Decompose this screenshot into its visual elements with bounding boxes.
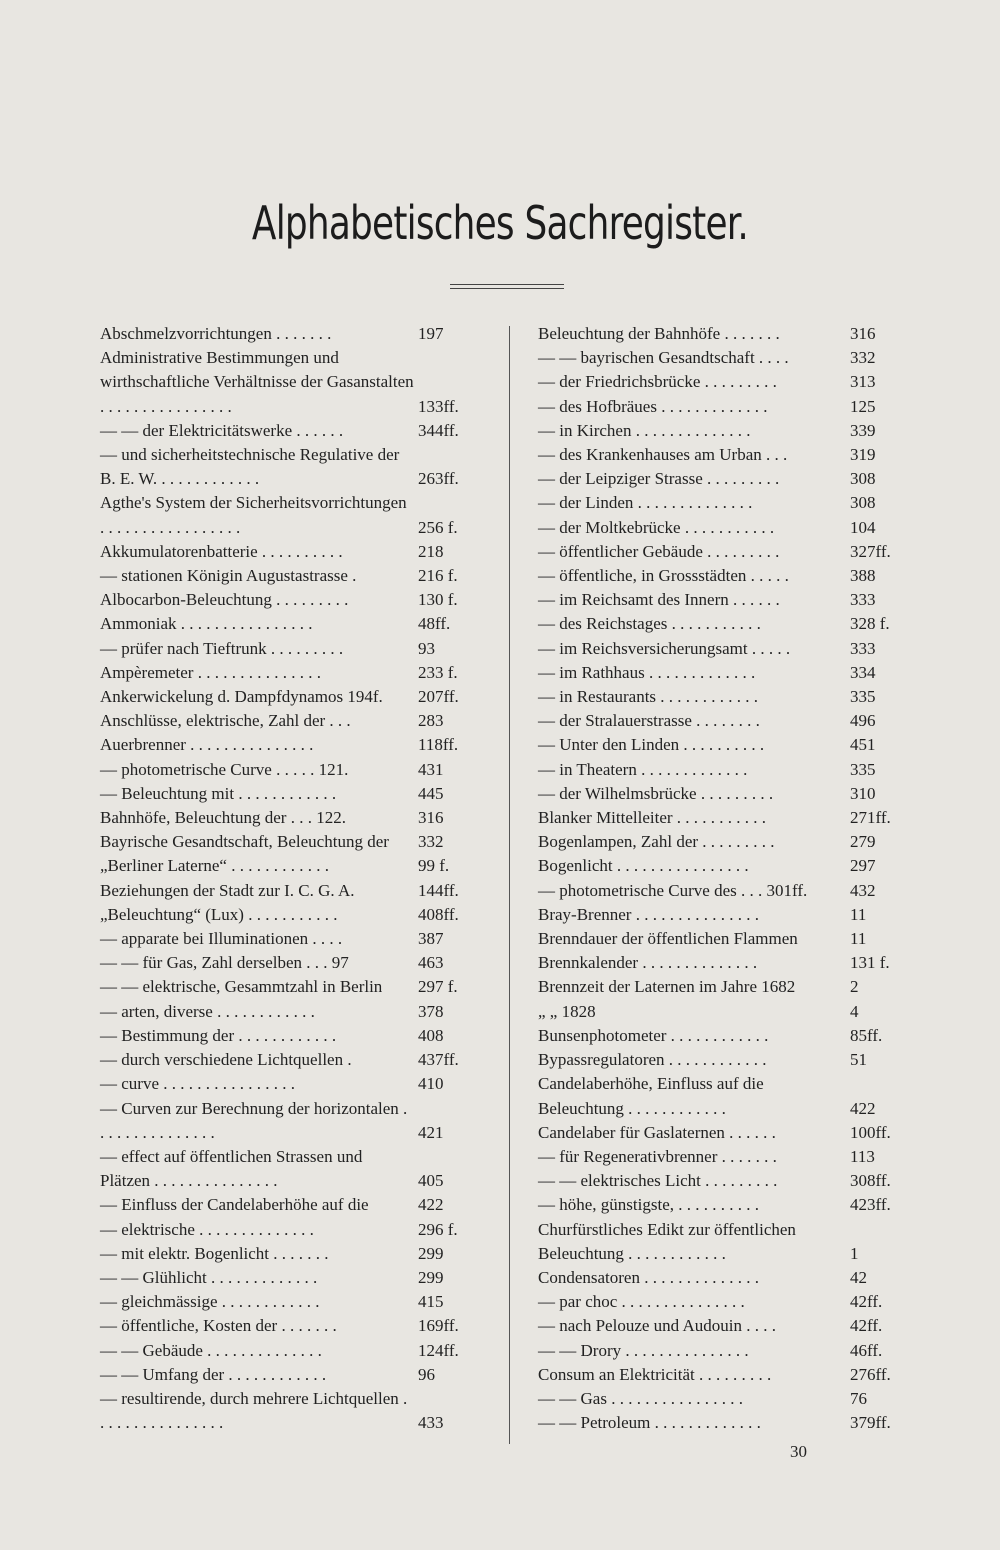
entry-page: 387 (418, 929, 444, 949)
entry-text: Agthe's System der Sicherheitsvorrichtungen . . . . . . . . . . . . . . . . . (100, 493, 407, 537)
entry-page: 388 (850, 566, 876, 586)
entry-page: 1 (850, 1243, 859, 1263)
entry-page: 335 (850, 759, 876, 779)
entry-page: 422 (850, 1098, 876, 1118)
index-entry (100, 806, 482, 830)
entry-text: — resultirende, durch mehrere Lichtquellen . . . . . . . . . . . . . . . . (100, 1388, 408, 1433)
entry-text: — — Petroleum . . . . . . . . . . . . . (538, 1413, 761, 1433)
entry-text: — der Leipziger Strasse . . . . . . . . . (538, 469, 780, 489)
entry-page: 169ff. (418, 1316, 459, 1336)
index-entry (100, 951, 482, 975)
entry-page: 316 (418, 808, 444, 828)
index-entry (100, 1193, 482, 1217)
index-entry (100, 419, 482, 443)
index-entry (538, 322, 906, 346)
entry-page: 263ff. (418, 469, 459, 489)
entry-page: 308 (850, 493, 876, 513)
entry-page: 496 (850, 711, 876, 731)
index-entry (538, 1024, 906, 1048)
entry-page: 333 (850, 638, 876, 658)
index-entry (100, 854, 482, 878)
entry-text: — öffentliche, in Grossstädten . . . . . (538, 566, 789, 586)
entry-page: 76 (850, 1388, 867, 1408)
entry-page: 271ff. (850, 808, 891, 828)
index-entry (538, 516, 906, 540)
entry-page: 463 (418, 953, 444, 973)
index-entry (538, 1193, 906, 1217)
entry-text: — im Reichsversicherungsamt . . . . . (538, 638, 791, 658)
entry-text: — in Kirchen . . . . . . . . . . . . . . (538, 420, 751, 440)
index-entry (100, 709, 482, 733)
entry-text: Ankerwickelung d. Dampfdynamos 194f. (100, 687, 383, 707)
index-entry (100, 1290, 482, 1314)
entry-page: 256 f. (418, 517, 458, 537)
entry-page: 316 (850, 324, 876, 343)
index-entry (538, 612, 906, 636)
index-entry (100, 1000, 482, 1024)
entry-text: Auerbrenner . . . . . . . . . . . . . . . (100, 735, 314, 755)
index-entry (538, 879, 906, 903)
index-entry (538, 467, 906, 491)
entry-text: Albocarbon-Beleuchtung . . . . . . . . . (100, 590, 349, 610)
entry-text: — der Moltkebrücke . . . . . . . . . . . (538, 517, 775, 537)
index-entry (538, 830, 906, 854)
entry-page: 4 (850, 1001, 859, 1021)
entry-page: 432 (850, 880, 876, 900)
index-entry (538, 1072, 906, 1120)
entry-page: 437ff. (418, 1050, 459, 1070)
index-entry (538, 854, 906, 878)
index-entry (100, 927, 482, 951)
index-entry (100, 1363, 482, 1387)
entry-page: 451 (850, 735, 876, 755)
entry-page: 283 (418, 711, 444, 731)
entry-text: Bahnhöfe, Beleuchtung der . . . 122. (100, 808, 346, 828)
index-column-right (538, 322, 906, 1435)
index-entry (100, 1314, 482, 1338)
entry-text: — — elektrische, Gesammtzahl in Berlin (100, 977, 383, 997)
index-entry (538, 685, 906, 709)
entry-page: 433 (418, 1413, 444, 1433)
index-entry (100, 1387, 482, 1435)
entry-page: 431 (418, 759, 444, 779)
index-entry (538, 733, 906, 757)
entry-text: — der Linden . . . . . . . . . . . . . . (538, 493, 753, 513)
entry-text: Bunsenphotometer . . . . . . . . . . . . (538, 1025, 769, 1045)
index-entry (100, 1339, 482, 1363)
entry-text: „Berliner Laterne“ . . . . . . . . . . . . (100, 856, 329, 876)
index-entry (100, 1072, 482, 1096)
entry-text: — — für Gas, Zahl derselben . . . 97 (100, 953, 349, 973)
entry-text: Candelaber für Gaslaternen . . . . . . (538, 1122, 776, 1142)
entry-page: 422 (418, 1195, 444, 1215)
entry-text: — in Restaurants . . . . . . . . . . . . (538, 687, 759, 707)
entry-page: 328 f. (850, 614, 890, 634)
index-entry (538, 637, 906, 661)
index-entry (538, 1339, 906, 1363)
index-entry (100, 830, 482, 854)
index-entry (100, 903, 482, 927)
index-entry (538, 540, 906, 564)
entry-page: 308ff. (850, 1171, 891, 1191)
entry-text: Blanker Mittelleiter . . . . . . . . . . . (538, 808, 767, 828)
entry-text: — — der Elektricitätswerke . . . . . . (100, 420, 344, 440)
index-entry (538, 419, 906, 443)
index-entry (538, 1266, 906, 1290)
entry-text: — Einfluss der Candelaberhöhe auf die (100, 1195, 369, 1215)
entry-text: — photometrische Curve . . . . . 121. (100, 759, 349, 779)
entry-page: 378 (418, 1001, 444, 1021)
entry-text: — der Stralauerstrasse . . . . . . . . (538, 711, 760, 731)
index-entry (538, 1411, 906, 1435)
entry-page: 131 f. (850, 953, 890, 973)
entry-text: — des Krankenhauses am Urban . . . (538, 445, 788, 465)
index-entry (538, 758, 906, 782)
entry-text: — nach Pelouze und Audouin . . . . (538, 1316, 776, 1336)
index-entry (538, 709, 906, 733)
entry-page: 299 (418, 1243, 444, 1263)
entry-text: Bogenlampen, Zahl der . . . . . . . . . (538, 832, 775, 852)
entry-page: 319 (850, 445, 876, 465)
index-entry (538, 903, 906, 927)
entry-page: 335 (850, 687, 876, 707)
entry-text: — und sicherheitstechnische Regulative der B. E. W. . . . . . . . . . . . . (100, 445, 400, 489)
entry-text: Ammoniak . . . . . . . . . . . . . . . . (100, 614, 313, 634)
entry-page: 85ff. (850, 1025, 883, 1045)
index-entry (100, 443, 482, 491)
entry-text: — apparate bei Illuminationen . . . . (100, 929, 343, 949)
index-entry (538, 782, 906, 806)
title-rule (450, 284, 564, 289)
index-entry (100, 758, 482, 782)
index-entry (538, 927, 906, 951)
index-entry (100, 1097, 482, 1145)
entry-page: 197 (418, 324, 444, 343)
entry-page: 415 (418, 1292, 444, 1312)
index-entry (538, 346, 906, 370)
entry-page: 297 f. (418, 977, 458, 997)
entry-text: Beziehungen der Stadt zur I. C. G. A. (100, 880, 355, 900)
index-entry (100, 322, 482, 346)
index-entry (538, 1048, 906, 1072)
index-entry (100, 685, 482, 709)
index-entry (100, 733, 482, 757)
entry-text: Bayrische Gesandtschaft, Beleuchtung der (100, 832, 389, 852)
entry-text: Churfürstliches Edikt zur öffentlichen Beleuchtung . . . . . . . . . . . . (538, 1219, 796, 1263)
entry-page: 379ff. (850, 1413, 891, 1433)
index-entry (100, 975, 482, 999)
index-entry (538, 951, 906, 975)
index-entry (100, 1024, 482, 1048)
entry-text: — öffentliche, Kosten der . . . . . . . (100, 1316, 337, 1336)
entry-text: — des Reichstages . . . . . . . . . . . (538, 614, 761, 634)
entry-text: Brenndauer der öffentlichen Flammen (538, 929, 798, 949)
index-entry (100, 1242, 482, 1266)
index-entry (538, 661, 906, 685)
index-entry (538, 1387, 906, 1411)
entry-text: — der Wilhelmsbrücke . . . . . . . . . (538, 783, 774, 803)
entry-text: — — Glühlicht . . . . . . . . . . . . . (100, 1267, 318, 1287)
entry-text: Anschlüsse, elektrische, Zahl der . . . (100, 711, 351, 731)
index-entry (100, 637, 482, 661)
index-entry (538, 443, 906, 467)
entry-text: — Curven zur Berechnung der horizontalen . . . . . . . . . . . . . . . (100, 1098, 408, 1142)
entry-page: 327ff. (850, 541, 891, 561)
entry-page: 104 (850, 517, 876, 537)
entry-page: 299 (418, 1267, 444, 1287)
entry-page: 421 (418, 1122, 444, 1142)
entry-page: 313 (850, 372, 876, 392)
entry-page: 408ff. (418, 904, 459, 924)
index-entry (538, 588, 906, 612)
index-entry (538, 370, 906, 394)
entry-text: Bypassregulatoren . . . . . . . . . . . . (538, 1050, 767, 1070)
entry-page: 408 (418, 1025, 444, 1045)
entry-text: — in Theatern . . . . . . . . . . . . . (538, 759, 748, 779)
entry-page: 308 (850, 469, 876, 489)
entry-page: 344ff. (418, 420, 459, 440)
entry-text: — durch verschiedene Lichtquellen . (100, 1050, 352, 1070)
index-entry (538, 1169, 906, 1193)
entry-page: 99 f. (418, 856, 450, 876)
entry-text: „Beleuchtung“ (Lux) . . . . . . . . . . . (100, 904, 338, 924)
entry-page: 334 (850, 662, 876, 682)
entry-text: Candelaberhöhe, Einfluss auf die Beleuchtung . . . . . . . . . . . . (538, 1074, 764, 1118)
entry-text: — arten, diverse . . . . . . . . . . . . (100, 1001, 315, 1021)
index-entry (538, 1121, 906, 1145)
entry-page: 118ff. (418, 735, 459, 755)
index-entry (100, 879, 482, 903)
column-divider (509, 326, 510, 1444)
entry-page: 130 f. (418, 590, 458, 610)
entry-text: — für Regenerativbrenner . . . . . . . (538, 1146, 777, 1166)
index-entry (538, 1218, 906, 1266)
entry-page: 297 (850, 856, 876, 876)
entry-text: — stationen Königin Augustastrasse . (100, 566, 357, 586)
entry-text: Administrative Bestimmungen und wirthschaftliche Verhältnisse der Gasanstalten . . . . . . . . . . . . . . . . (100, 348, 414, 416)
entry-page: 100ff. (850, 1122, 891, 1142)
entry-text: — elektrische . . . . . . . . . . . . . . (100, 1219, 314, 1239)
entry-page: 144ff. (418, 880, 459, 900)
entry-text: Condensatoren . . . . . . . . . . . . . . (538, 1267, 759, 1287)
entry-page: 276ff. (850, 1364, 891, 1384)
entry-page: 410 (418, 1074, 444, 1094)
entry-page: 11 (850, 929, 867, 949)
entry-text: — — elektrisches Licht . . . . . . . . . (538, 1171, 778, 1191)
entry-text: — — Gebäude . . . . . . . . . . . . . . (100, 1340, 322, 1360)
entry-text: — öffentlicher Gebäude . . . . . . . . . (538, 541, 780, 561)
page-title: Alphabetisches Sachregister. (251, 196, 749, 250)
entry-page: 125 (850, 396, 876, 416)
entry-text: — gleichmässige . . . . . . . . . . . . (100, 1292, 320, 1312)
entry-text: — höhe, günstigste, . . . . . . . . . . (538, 1195, 759, 1215)
index-entry (538, 564, 906, 588)
entry-page: 124ff. (418, 1340, 459, 1360)
entry-text: — — bayrischen Gesandtschaft . . . . (538, 348, 789, 368)
index-entry (100, 782, 482, 806)
index-entry (538, 1290, 906, 1314)
entry-text: — prüfer nach Tieftrunk . . . . . . . . . (100, 638, 344, 658)
entry-page: 423ff. (850, 1195, 891, 1215)
index-entry (538, 975, 906, 999)
entry-text: Consum an Elektricität . . . . . . . . . (538, 1364, 772, 1384)
entry-page: 11 (850, 904, 867, 924)
index-entry (538, 1363, 906, 1387)
entry-text: — Beleuchtung mit . . . . . . . . . . . . (100, 783, 337, 803)
entry-page: 42 (850, 1267, 867, 1287)
entry-text: Brennzeit der Laternen im Jahre 1682 (538, 977, 796, 997)
entry-text: Bogenlicht . . . . . . . . . . . . . . . . (538, 856, 749, 876)
entry-text: — par choc . . . . . . . . . . . . . . . (538, 1292, 745, 1312)
index-entry (100, 1145, 482, 1193)
entry-text: — im Rathhaus . . . . . . . . . . . . . (538, 662, 756, 682)
entry-page: 339 (850, 420, 876, 440)
index-entry (538, 1000, 906, 1024)
index-entry (100, 1218, 482, 1242)
entry-page: 445 (418, 783, 444, 803)
entry-text: — der Friedrichsbrücke . . . . . . . . . (538, 372, 777, 392)
entry-text: — mit elektr. Bogenlicht . . . . . . . (100, 1243, 329, 1263)
entry-page: 279 (850, 832, 876, 852)
index-entry (538, 1314, 906, 1338)
index-entry (538, 491, 906, 515)
entry-page: 332 (418, 832, 444, 852)
page-number: 30 (790, 1442, 807, 1461)
index-entry (100, 612, 482, 636)
index-entry (100, 564, 482, 588)
entry-page: 2 (850, 977, 859, 997)
entry-text: Brennkalender . . . . . . . . . . . . . . (538, 953, 758, 973)
entry-text: — — Gas . . . . . . . . . . . . . . . . (538, 1388, 743, 1408)
index-entry (100, 588, 482, 612)
index-entry (100, 346, 482, 419)
entry-text: Abschmelzvorrichtungen . . . . . . . (100, 324, 332, 343)
entry-page: 93 (418, 638, 435, 658)
index-entry (100, 540, 482, 564)
entry-page: 233 f. (418, 662, 458, 682)
entry-text: — — Drory . . . . . . . . . . . . . . . (538, 1340, 749, 1360)
entry-page: 96 (418, 1364, 435, 1384)
entry-page: 207ff. (418, 687, 459, 707)
index-entry (538, 395, 906, 419)
entry-text: „ „ 1828 (538, 1001, 596, 1021)
index-column-left (100, 322, 482, 1435)
index-entry (538, 806, 906, 830)
entry-text: — — Umfang der . . . . . . . . . . . . (100, 1364, 327, 1384)
entry-page: 48ff. (418, 614, 451, 634)
entry-text: — photometrische Curve des . . . 301ff. (538, 880, 808, 900)
entry-page: 42ff. (850, 1292, 883, 1312)
entry-page: 113 (850, 1146, 875, 1166)
index-entry (100, 661, 482, 685)
entry-text: Bray-Brenner . . . . . . . . . . . . . . . (538, 904, 759, 924)
entry-page: 310 (850, 783, 876, 803)
entry-page: 405 (418, 1171, 444, 1191)
entry-text: — im Reichsamt des Innern . . . . . . (538, 590, 780, 610)
entry-page: 133ff. (418, 396, 459, 416)
index-entry (538, 1145, 906, 1169)
index-entry (100, 1266, 482, 1290)
entry-text: — des Hofbräues . . . . . . . . . . . . . (538, 396, 768, 416)
entry-text: — effect auf öffentlichen Strassen und Plätzen . . . . . . . . . . . . . . . (100, 1146, 363, 1191)
entry-text: Akkumulatorenbatterie . . . . . . . . . . (100, 541, 343, 561)
entry-text: Beleuchtung der Bahnhöfe . . . . . . . (538, 324, 780, 343)
index-entry (100, 491, 482, 539)
entry-page: 296 f. (418, 1219, 458, 1239)
entry-page: 42ff. (850, 1316, 883, 1336)
entry-page: 51 (850, 1050, 867, 1070)
entry-page: 333 (850, 590, 876, 610)
entry-page: 46ff. (850, 1340, 883, 1360)
entry-page: 216 f. (418, 566, 458, 586)
index-entry (100, 1048, 482, 1072)
entry-page: 332 (850, 348, 876, 368)
entry-text: — curve . . . . . . . . . . . . . . . . (100, 1074, 296, 1094)
entry-text: — Bestimmung der . . . . . . . . . . . . (100, 1025, 337, 1045)
entry-page: 218 (418, 541, 444, 561)
entry-text: Ampèremeter . . . . . . . . . . . . . . . (100, 662, 321, 682)
entry-text: — Unter den Linden . . . . . . . . . . (538, 735, 765, 755)
